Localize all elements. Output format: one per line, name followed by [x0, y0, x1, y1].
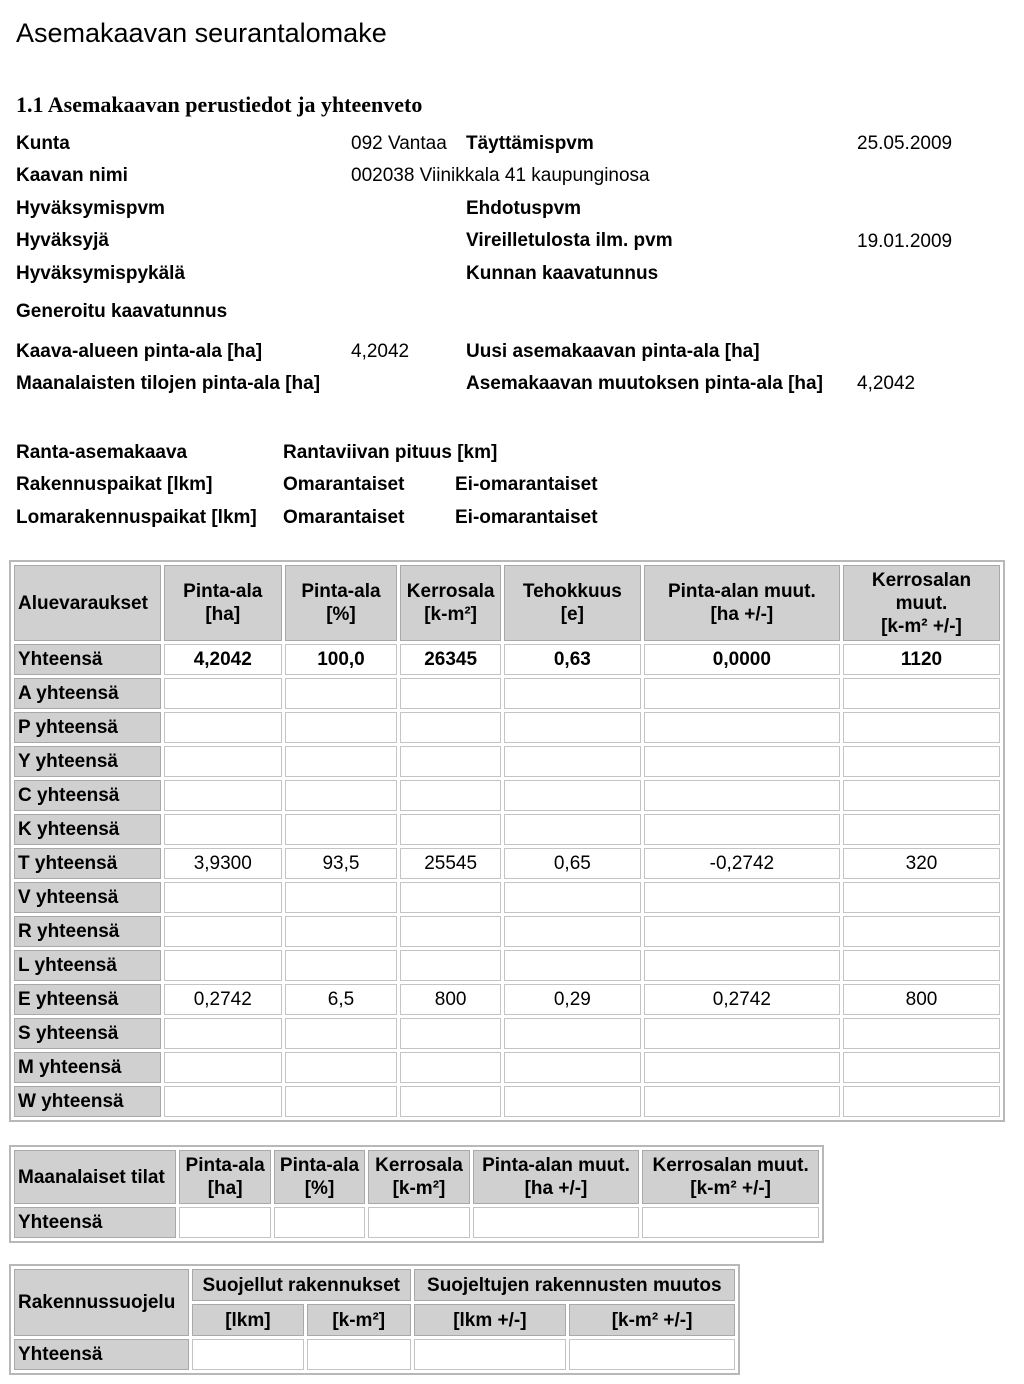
aluevaraukset-cell	[843, 882, 1000, 913]
aluevaraukset-cell: 800	[843, 984, 1000, 1015]
aluevaraukset-header-6: Kerrosalan muut. [k-m² +/-]	[843, 565, 1000, 641]
aluevaraukset-cell: 4,2042	[164, 644, 282, 675]
aluevaraukset-cell	[644, 1086, 840, 1117]
aluevaraukset-cell: 26345	[400, 644, 501, 675]
ehdotuspvm-label: Ehdotuspvm	[466, 198, 582, 219]
aluevaraukset-cell: 6,5	[285, 984, 398, 1015]
aluevaraukset-cell	[164, 1052, 282, 1083]
aluevaraukset-cell	[644, 814, 840, 845]
maanalaiset-cell	[642, 1207, 819, 1238]
aluevaraukset-cell	[285, 678, 398, 709]
aluevaraukset-cell	[504, 916, 641, 947]
ranta-asemakaava-label: Ranta-asemakaava	[16, 442, 188, 463]
muutos-pinta-ala-label: Asemakaavan muutoksen pinta-ala [ha]	[466, 373, 823, 394]
aluevaraukset-cell	[400, 712, 501, 743]
aluevaraukset-cell	[285, 712, 398, 743]
aluevaraukset-cell	[400, 1052, 501, 1083]
aluevaraukset-cell	[164, 882, 282, 913]
uusi-pinta-ala-label: Uusi asemakaavan pinta-ala [ha]	[466, 341, 760, 362]
aluevaraukset-cell	[285, 1018, 398, 1049]
aluevaraukset-cell	[285, 746, 398, 777]
table-row	[14, 984, 1000, 1015]
table-row	[14, 1339, 735, 1370]
aluevaraukset-cell	[504, 882, 641, 913]
kaava-alue-value: 4,2042	[351, 341, 410, 362]
aluevaraukset-row-label: S yhteensä	[14, 1018, 161, 1049]
aluevaraukset-cell	[504, 814, 641, 845]
suojelu-subheader-km2: [k-m²]	[307, 1304, 411, 1336]
aluevaraukset-cell	[843, 712, 1000, 743]
aluevaraukset-header-5: Pinta-alan muut. [ha +/-]	[644, 565, 840, 641]
aluevaraukset-cell	[285, 1052, 398, 1083]
aluevaraukset-cell	[843, 780, 1000, 811]
aluevaraukset-cell	[504, 678, 641, 709]
tayttamispvm-value: 25.05.2009	[857, 133, 953, 154]
aluevaraukset-cell	[843, 1018, 1000, 1049]
aluevaraukset-cell	[504, 712, 641, 743]
maanalaiset-label: Maanalaisten tilojen pinta-ala [ha]	[16, 373, 321, 394]
aluevaraukset-cell	[843, 1052, 1000, 1083]
aluevaraukset-cell	[164, 814, 282, 845]
aluevaraukset-cell	[164, 1018, 282, 1049]
aluevaraukset-cell	[644, 780, 840, 811]
aluevaraukset-row-label: Yhteensä	[14, 644, 161, 675]
rakennussuojelu-table	[9, 1264, 740, 1375]
suojelu-total-label: Yhteensä	[14, 1339, 189, 1370]
suojelu-total-km2-change	[569, 1339, 735, 1370]
aluevaraukset-cell: 0,2742	[164, 984, 282, 1015]
maanalaiset-cell	[368, 1207, 470, 1238]
aluevaraukset-cell	[644, 678, 840, 709]
aluevaraukset-header-3: Kerrosala [k-m²]	[400, 565, 501, 641]
kunta-value: 092 Vantaa	[351, 133, 447, 154]
aluevaraukset-row-label: T yhteensä	[14, 848, 161, 879]
aluevaraukset-row-label: L yhteensä	[14, 950, 161, 981]
aluevaraukset-row-label: M yhteensä	[14, 1052, 161, 1083]
aluevaraukset-cell	[843, 746, 1000, 777]
aluevaraukset-row-label: A yhteensä	[14, 678, 161, 709]
kaavan-nimi-value: 002038 Viinikkala 41 kaupunginosa	[351, 165, 650, 186]
aluevaraukset-cell	[504, 1052, 641, 1083]
aluevaraukset-row-label: E yhteensä	[14, 984, 161, 1015]
aluevaraukset-row-label: W yhteensä	[14, 1086, 161, 1117]
suojelu-subheader-lkm-change: [lkm +/-]	[414, 1304, 567, 1336]
table-row	[14, 1018, 1000, 1049]
aluevaraukset-cell: 3,9300	[164, 848, 282, 879]
aluevaraukset-cell	[164, 916, 282, 947]
aluevaraukset-cell: 0,29	[504, 984, 641, 1015]
maanalaiset-tilat-table	[9, 1145, 824, 1243]
aluevaraukset-cell	[164, 746, 282, 777]
vireilletulo-label: Vireilletulosta ilm. pvm	[466, 230, 673, 251]
maanalaiset-row-label: Yhteensä	[14, 1207, 176, 1238]
aluevaraukset-header-4: Tehokkuus [e]	[504, 565, 641, 641]
aluevaraukset-cell	[164, 712, 282, 743]
aluevaraukset-header-2: Pinta-ala [%]	[285, 565, 398, 641]
aluevaraukset-cell	[400, 1086, 501, 1117]
aluevaraukset-header-0: Aluevaraukset	[14, 565, 161, 641]
aluevaraukset-cell	[843, 916, 1000, 947]
ei-omarantaiset-label: Ei-omarantaiset	[455, 474, 598, 495]
aluevaraukset-cell	[285, 916, 398, 947]
aluevaraukset-cell	[400, 678, 501, 709]
maanalaiset-header-0: Maanalaiset tilat	[14, 1150, 176, 1204]
aluevaraukset-row-label: P yhteensä	[14, 712, 161, 743]
aluevaraukset-cell: 0,65	[504, 848, 641, 879]
table-row	[14, 882, 1000, 913]
aluevaraukset-cell	[504, 1086, 641, 1117]
table-row	[14, 1086, 1000, 1117]
lomarakennuspaikat-label: Lomarakennuspaikat [lkm]	[16, 507, 257, 528]
table-row	[14, 746, 1000, 777]
aluevaraukset-cell: 800	[400, 984, 501, 1015]
maanalaiset-header-1: Pinta-ala [ha]	[179, 1150, 270, 1204]
aluevaraukset-cell	[843, 678, 1000, 709]
table-row	[14, 780, 1000, 811]
aluevaraukset-cell: 93,5	[285, 848, 398, 879]
aluevaraukset-cell	[504, 1018, 641, 1049]
aluevaraukset-cell	[164, 950, 282, 981]
aluevaraukset-cell	[400, 1018, 501, 1049]
table-row	[14, 678, 1000, 709]
table-row	[14, 1207, 819, 1238]
maanalaiset-cell	[473, 1207, 640, 1238]
aluevaraukset-cell	[164, 780, 282, 811]
aluevaraukset-cell	[164, 1086, 282, 1117]
aluevaraukset-cell: 25545	[400, 848, 501, 879]
aluevaraukset-cell	[644, 882, 840, 913]
aluevaraukset-cell	[843, 950, 1000, 981]
aluevaraukset-cell	[285, 1086, 398, 1117]
aluevaraukset-cell	[504, 746, 641, 777]
omarantaiset-label-2: Omarantaiset	[283, 507, 405, 528]
kunta-label: Kunta	[16, 133, 70, 154]
aluevaraukset-cell	[400, 916, 501, 947]
suojelu-total-km2	[307, 1339, 411, 1370]
hyvaksymispvm-label: Hyväksymispvm	[16, 198, 165, 219]
table-row	[14, 916, 1000, 947]
aluevaraukset-cell: -0,2742	[644, 848, 840, 879]
aluevaraukset-cell	[285, 950, 398, 981]
aluevaraukset-cell: 0,0000	[644, 644, 840, 675]
aluevaraukset-row-label: K yhteensä	[14, 814, 161, 845]
maanalaiset-cell	[274, 1207, 365, 1238]
aluevaraukset-cell	[285, 882, 398, 913]
aluevaraukset-row-label: C yhteensä	[14, 780, 161, 811]
maanalaiset-header-5: Kerrosalan muut. [k-m² +/-]	[642, 1150, 819, 1204]
aluevaraukset-cell	[285, 780, 398, 811]
aluevaraukset-cell: 100,0	[285, 644, 398, 675]
aluevaraukset-table	[9, 560, 1005, 1122]
aluevaraukset-cell	[504, 950, 641, 981]
suojeltujen-muutos-header: Suojeltujen rakennusten muutos	[414, 1269, 735, 1301]
maanalaiset-header-3: Kerrosala [k-m²]	[368, 1150, 470, 1204]
table-row	[14, 950, 1000, 981]
maanalaiset-header-2: Pinta-ala [%]	[274, 1150, 365, 1204]
muutos-pinta-ala-value: 4,2042	[857, 373, 916, 394]
hyvaksyja-label: Hyväksyjä	[16, 230, 109, 251]
aluevaraukset-cell	[644, 950, 840, 981]
aluevaraukset-cell: 0,63	[504, 644, 641, 675]
aluevaraukset-cell	[644, 1018, 840, 1049]
kaavan-nimi-label: Kaavan nimi	[16, 165, 128, 186]
table-row	[14, 848, 1000, 879]
aluevaraukset-cell: 320	[843, 848, 1000, 879]
aluevaraukset-cell	[400, 814, 501, 845]
aluevaraukset-cell	[843, 814, 1000, 845]
suojelu-total-lkm-change	[414, 1339, 567, 1370]
aluevaraukset-cell	[400, 882, 501, 913]
aluevaraukset-cell	[164, 678, 282, 709]
suojelu-subheader-lkm: [lkm]	[192, 1304, 304, 1336]
vireilletulo-value: 19.01.2009	[857, 231, 953, 252]
aluevaraukset-cell: 0,2742	[644, 984, 840, 1015]
rakennussuojelu-header: Rakennussuojelu	[14, 1269, 189, 1336]
form-title: Asemakaavan seurantalomake	[16, 18, 387, 48]
aluevaraukset-cell	[843, 1086, 1000, 1117]
maanalaiset-cell	[179, 1207, 270, 1238]
aluevaraukset-header-1: Pinta-ala [ha]	[164, 565, 282, 641]
hyvaksymispykala-label: Hyväksymispykälä	[16, 263, 186, 284]
suojelu-subheader-km2-change: [k-m² +/-]	[569, 1304, 735, 1336]
omarantaiset-label: Omarantaiset	[283, 474, 405, 495]
generoitu-kaavatunnus-label: Generoitu kaavatunnus	[16, 301, 228, 322]
kaava-alue-label: Kaava-alueen pinta-ala [ha]	[16, 341, 263, 362]
kunnan-kaavatunnus-label: Kunnan kaavatunnus	[466, 263, 659, 284]
aluevaraukset-cell	[400, 780, 501, 811]
maanalaiset-header-4: Pinta-alan muut. [ha +/-]	[473, 1150, 640, 1204]
aluevaraukset-cell	[644, 746, 840, 777]
rantaviiva-label: Rantaviivan pituus [km]	[283, 442, 498, 463]
table-row	[14, 644, 1000, 675]
aluevaraukset-cell	[504, 780, 641, 811]
aluevaraukset-cell	[644, 916, 840, 947]
aluevaraukset-row-label: Y yhteensä	[14, 746, 161, 777]
suojelu-total-lkm	[192, 1339, 304, 1370]
ei-omarantaiset-label-2: Ei-omarantaiset	[455, 507, 598, 528]
suojellut-rakennukset-header: Suojellut rakennukset	[192, 1269, 411, 1301]
tayttamispvm-label: Täyttämispvm	[466, 133, 594, 154]
aluevaraukset-cell	[644, 1052, 840, 1083]
aluevaraukset-cell: 1120	[843, 644, 1000, 675]
table-row	[14, 814, 1000, 845]
section-title: 1.1 Asemakaavan perustiedot ja yhteenveto	[16, 92, 423, 117]
aluevaraukset-cell	[400, 746, 501, 777]
aluevaraukset-row-label: V yhteensä	[14, 882, 161, 913]
table-row	[14, 1052, 1000, 1083]
rakennuspaikat-label: Rakennuspaikat [lkm]	[16, 474, 213, 495]
aluevaraukset-cell	[285, 814, 398, 845]
aluevaraukset-cell	[644, 712, 840, 743]
aluevaraukset-cell	[400, 950, 501, 981]
table-row	[14, 712, 1000, 743]
aluevaraukset-row-label: R yhteensä	[14, 916, 161, 947]
